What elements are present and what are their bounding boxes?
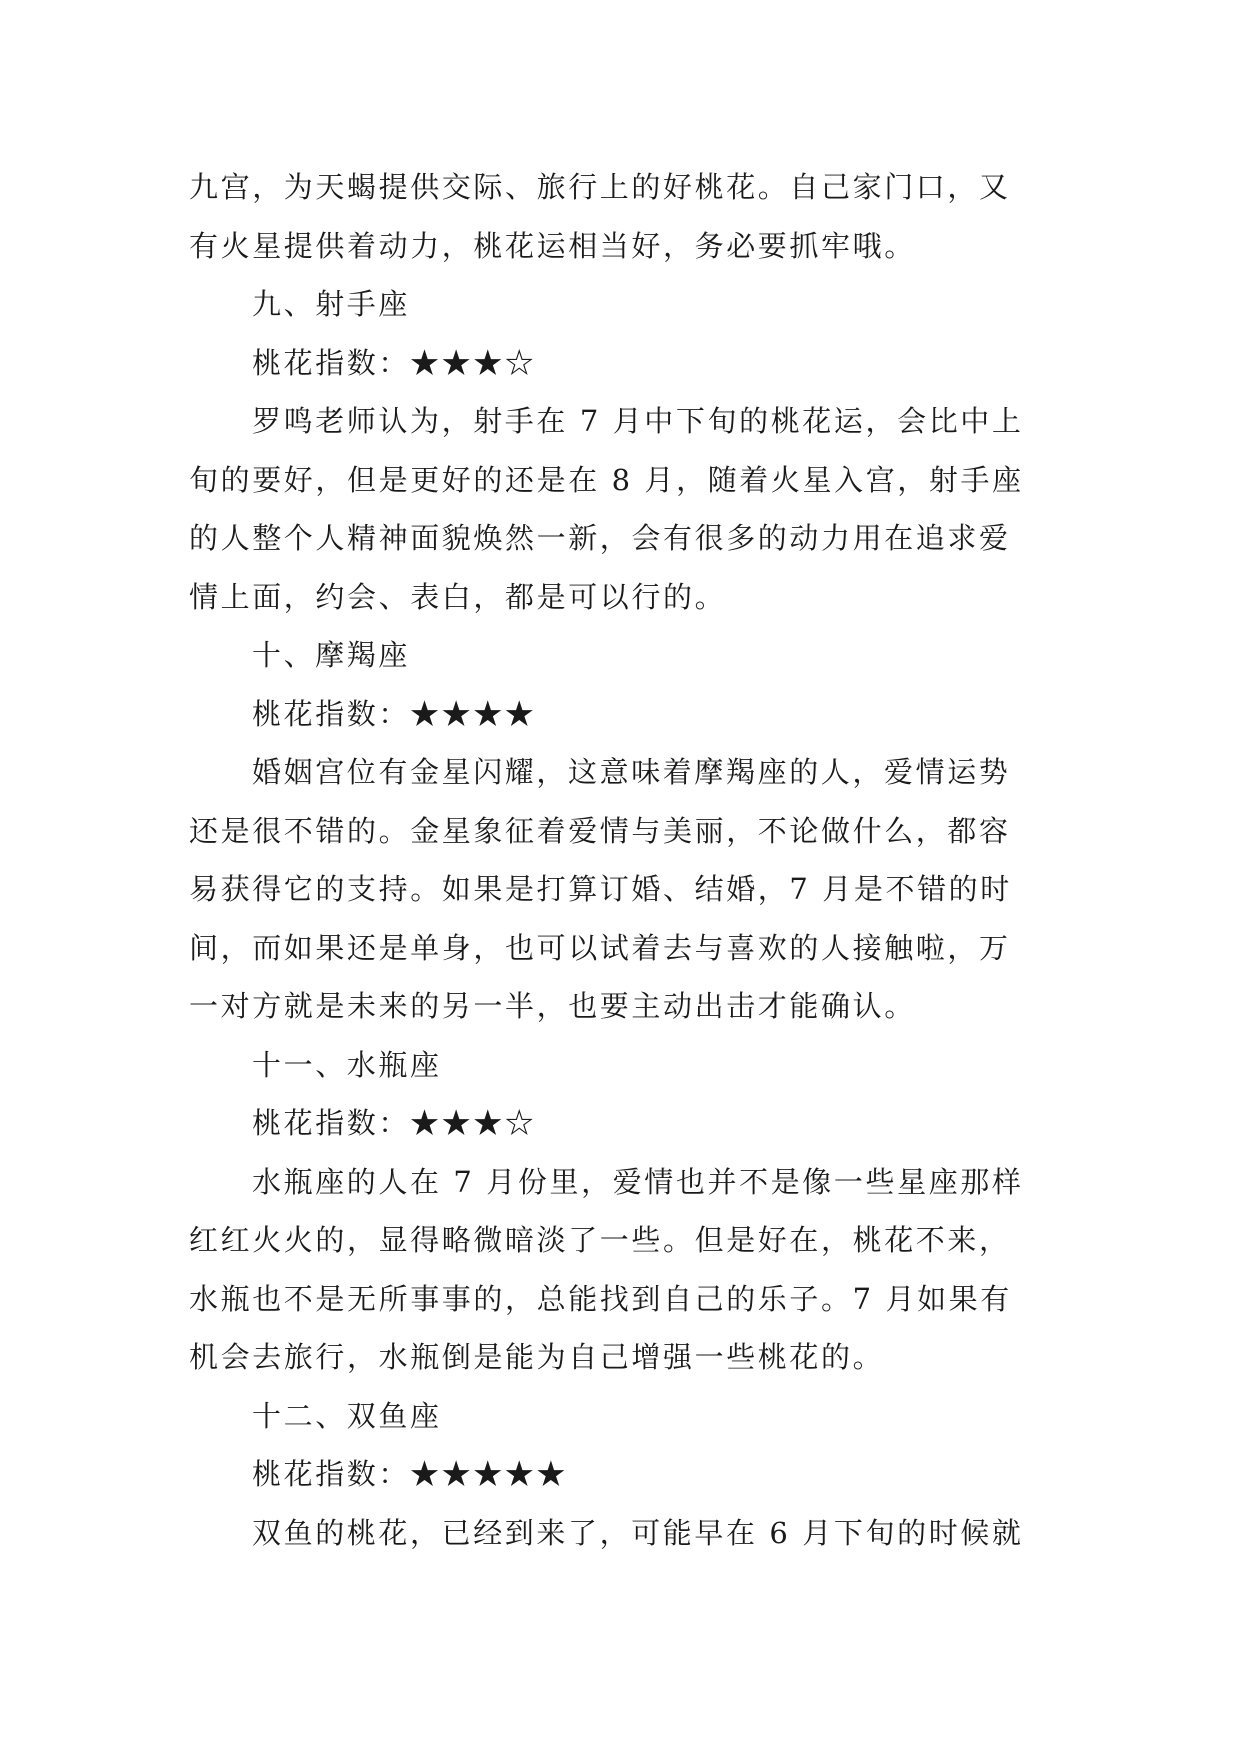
body-line: 九宫，为天蝎提供交际、旅行上的好桃花。自己家门口，又 — [189, 170, 1011, 204]
body-line: 还是很不错的。金星象征着爱情与美丽，不论做什么，都容 — [189, 813, 1011, 848]
body-line: 情上面，约会、表白，都是可以行的。 — [189, 579, 727, 614]
body-line: 水瓶座的人在 7 月份里，爱情也并不是像一些星座那样 — [252, 1164, 1024, 1199]
rating-pisces: 桃花指数：★★★★★ — [252, 1457, 569, 1491]
body-line: 机会去旅行，水瓶倒是能为自己增强一些桃花的。 — [189, 1340, 885, 1374]
rating-sagittarius: 桃花指数：★★★☆ — [252, 345, 537, 380]
section-heading-aquarius: 十一、水瓶座 — [252, 1047, 442, 1082]
body-line: 双鱼的桃花，已经到来了，可能早在 6 月下旬的时候就 — [252, 1515, 1024, 1550]
body-line: 罗鸣老师认为，射手在 7 月中下旬的桃花运，会比中上 — [252, 404, 1024, 438]
document-body — [189, 158, 1059, 1562]
body-line: 旬的要好，但是更好的还是在 8 月，随着火星入宫，射手座 — [189, 462, 1024, 497]
body-line: 的人整个人精神面貌焕然一新，会有很多的动力用在追求爱 — [189, 521, 1011, 555]
rating-aquarius: 桃花指数：★★★☆ — [252, 1106, 537, 1140]
body-line: 一对方就是未来的另一半，也要主动出击才能确认。 — [189, 989, 916, 1023]
body-line: 红红火火的，显得略微暗淡了一些。但是好在，桃花不来， — [189, 1223, 1011, 1257]
body-line: 婚姻宫位有金星闪耀，这意味着摩羯座的人，爱情运势 — [252, 755, 1011, 789]
body-line: 间，而如果还是单身，也可以试着去与喜欢的人接触啦，万 — [189, 930, 1011, 965]
body-line: 水瓶也不是无所事事的，总能找到自己的乐子。7 月如果有 — [189, 1281, 1012, 1316]
section-heading-capricorn: 十、摩羯座 — [252, 638, 411, 672]
body-line: 有火星提供着动力，桃花运相当好，务必要抓牢哦。 — [189, 228, 916, 263]
rating-capricorn: 桃花指数：★★★★ — [252, 696, 537, 731]
section-heading-sagittarius: 九、射手座 — [252, 287, 411, 321]
section-heading-pisces: 十二、双鱼座 — [252, 1398, 442, 1433]
body-line: 易获得它的支持。如果是打算订婚、结婚，7 月是不错的时 — [189, 872, 1012, 906]
